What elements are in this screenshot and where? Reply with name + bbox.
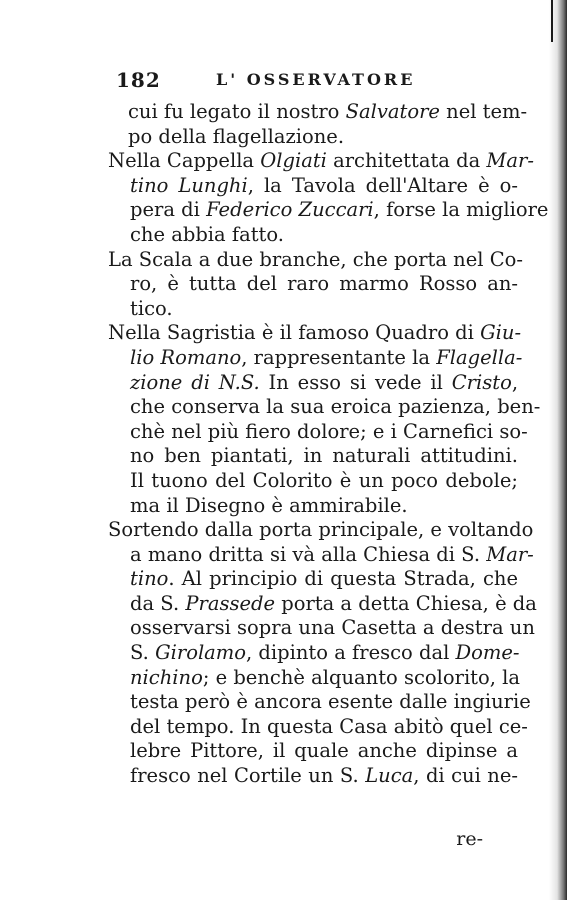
text-line — [108, 223, 518, 248]
text-run: che abbia fatto. — [130, 222, 284, 246]
text-line — [108, 345, 523, 371]
text-run: po della flagellazione. — [128, 124, 345, 148]
italic-text: nichino — [130, 665, 203, 689]
text-line — [108, 714, 528, 740]
text-run: chè nel più fiero dolore; e i Carnefici so- — [130, 419, 528, 443]
text-run: S. — [130, 641, 156, 665]
text-line — [108, 616, 535, 641]
text-line — [108, 641, 518, 666]
italic-text: lio Romano — [130, 345, 242, 369]
text-run: fresco nel Cortile un S. — [130, 764, 366, 788]
text-run: ; e benchè alquanto scolorito, la — [202, 665, 521, 689]
text-run: , — [511, 370, 519, 394]
catchword: re- — [456, 828, 483, 850]
text-run: osservarsi sopra una Casetta a destra un — [130, 616, 535, 640]
text-line — [108, 395, 541, 420]
text-line — [108, 247, 523, 273]
text-line — [108, 469, 518, 494]
text-run: Il tuono del Colorito è un poco debole; — [130, 468, 518, 492]
text-line — [108, 198, 549, 223]
italic-text: Olgiati — [260, 149, 327, 173]
text-run: lebre Pittore, il quale anche dipinse a — [130, 739, 518, 763]
italic-text: Luca — [365, 764, 414, 788]
text-run: La Scala a due branche, che porta nel Co- — [108, 247, 523, 271]
text-line — [108, 518, 534, 543]
page-header — [116, 68, 528, 94]
text-run: pera di — [130, 198, 207, 222]
text-run: ro, è tutta del raro marmo Rosso an- — [130, 272, 518, 296]
page-number: 182 — [116, 68, 161, 92]
text-run: architettata da — [326, 149, 487, 173]
text-run: , dipinto a fresco dal — [246, 641, 456, 665]
italic-text: Salvatore — [345, 100, 440, 123]
text-run: del tempo. In questa Casa abitò quel ce- — [130, 714, 528, 738]
text-run: no ben piantati, in naturali attitudini. — [130, 444, 518, 468]
text-line — [108, 494, 518, 519]
text-line — [108, 297, 518, 322]
text-run: , forse la migliore — [373, 198, 549, 222]
text-line — [108, 125, 518, 150]
text-run: Nella Sagristia è il famoso Quadro di — [108, 321, 481, 345]
running-title: L' OSSERVATORE — [216, 70, 416, 89]
text-line — [108, 739, 518, 764]
italic-text: Flagella- — [436, 345, 523, 369]
text-line — [108, 149, 534, 174]
text-line — [108, 272, 518, 297]
text-run: In esso si vede il — [259, 370, 452, 394]
text-run: . Al principio di questa Strada, che — [168, 567, 518, 591]
text-line — [108, 100, 528, 125]
text-run: che conserva la sua eroica pazienza, ben- — [130, 395, 541, 419]
text-line — [108, 371, 518, 396]
text-run: a mano dritta si và alla Chiesa di S. — [130, 542, 487, 566]
text-run: , la Tavola dell'Altare è o- — [247, 173, 518, 197]
text-line — [108, 591, 537, 617]
text-line — [108, 567, 518, 592]
text-line — [108, 542, 534, 568]
italic-text: Cristo — [451, 370, 512, 394]
italic-text: tino — [130, 567, 169, 591]
text-run: , rappresentante la — [241, 345, 437, 369]
text-run: porta a detta Chiesa, è da — [275, 591, 537, 615]
text-line — [108, 174, 518, 199]
text-run: cui fu legato il nostro — [128, 100, 346, 123]
italic-text: Mar- — [486, 542, 534, 566]
italic-text: tino Lunghi — [130, 173, 248, 197]
text-run: nel tem- — [439, 100, 528, 123]
text-line — [108, 444, 518, 469]
text-run: ma il Disegno è ammirabile. — [130, 493, 408, 517]
italic-text: Federico Zuccari — [206, 198, 374, 222]
body-text — [108, 100, 549, 789]
italic-text: Prassede — [185, 591, 276, 615]
text-run: , di cui ne- — [413, 764, 518, 788]
book-spine-shadow — [549, 0, 567, 900]
text-line — [108, 764, 518, 789]
text-run: Sortendo dalla porta principale, e voltando — [108, 518, 534, 542]
italic-text: Mar- — [486, 149, 534, 173]
italic-text: Girolamo — [155, 641, 247, 665]
italic-text: Giu- — [480, 321, 522, 345]
text-line — [108, 419, 528, 445]
text-run: tico. — [130, 296, 173, 320]
text-line — [108, 690, 531, 715]
text-run: testa però è ancora esente dalle ingiurie — [130, 690, 531, 714]
text-run: Nella Cappella — [108, 149, 261, 173]
italic-text: Dome- — [455, 641, 520, 665]
text-line — [108, 665, 521, 691]
text-line — [108, 321, 522, 346]
text-run: da S. — [130, 591, 186, 615]
spine-edge-mark — [551, 0, 553, 42]
italic-text: zione di N.S. — [130, 370, 260, 394]
